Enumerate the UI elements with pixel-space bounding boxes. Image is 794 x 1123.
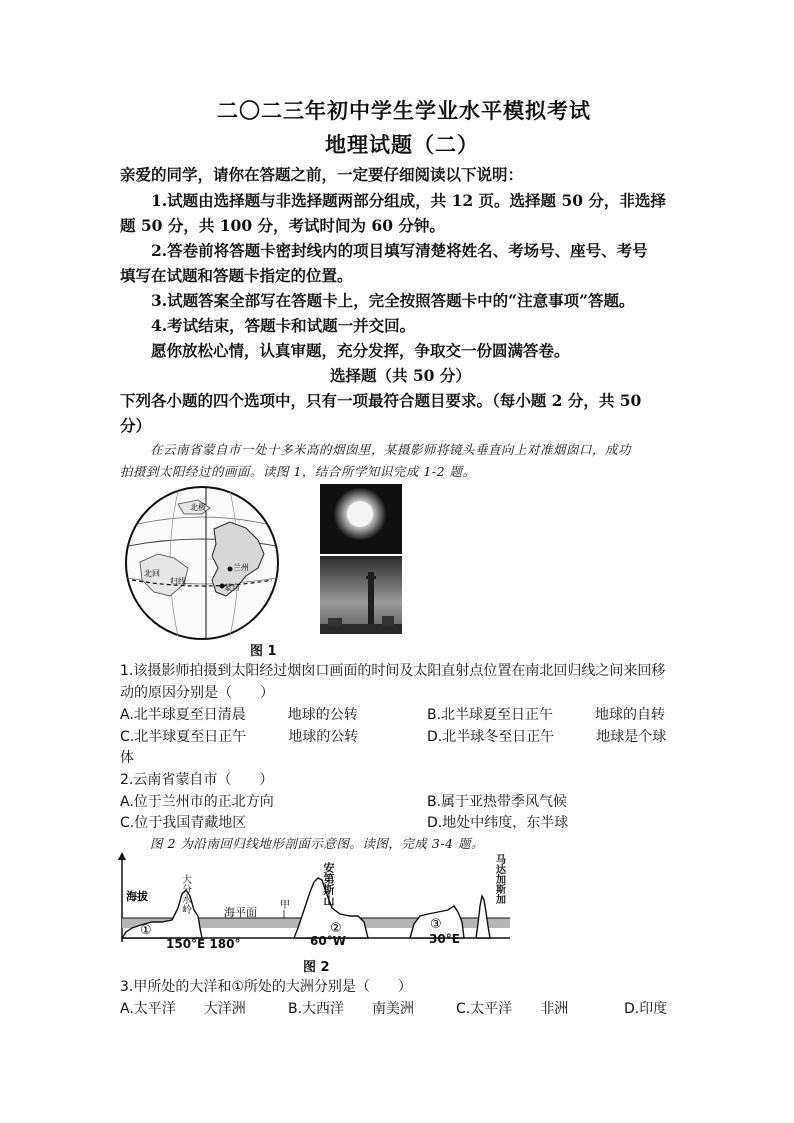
figure1-caption: 图 1	[250, 644, 277, 659]
q3-option-b[interactable]: B.大西洋 南美洲	[288, 1001, 415, 1017]
andes-label: 安第斯山	[322, 862, 335, 906]
intro-item2-line2: 填写在试题和答题卡指定的位置。	[120, 266, 353, 285]
passage2-line1: 图 2 为沿南回归线地形剖面示意图。读图，完成 3-4 题。	[150, 836, 484, 851]
globe-map	[118, 484, 298, 642]
q1-option-c[interactable]: C.北半球夏至日正午 地球的公转	[120, 729, 359, 745]
q1-option-b[interactable]: B.北半球夏至日正午 地球的自转	[427, 707, 666, 723]
q2-option-a[interactable]: A.位于兰州市的正北方向	[120, 794, 274, 810]
section-instructions-line2: 分）	[120, 416, 152, 435]
section-heading: 选择题（共 50 分）	[330, 366, 471, 385]
q1-option-a[interactable]: A.北半球夏至日清晨 地球的公转	[120, 707, 358, 723]
intro-item1-line1: 1.试题由选择题与非选择题两部分组成，共 12 页。选择题 50 分，非选择	[151, 191, 666, 210]
intro-item3: 3.试题答案全部写在答题卡上，完全按照答题卡中的“注意事项”答题。	[151, 291, 635, 310]
q2-option-d[interactable]: D.地处中纬度，东半球	[427, 815, 569, 831]
longitude-label-3: 30°E	[429, 932, 460, 946]
q1-option-d-continued: 体	[120, 750, 134, 766]
longitude-label-2: 60°W	[310, 934, 346, 948]
passage1-line2: 拍摄到太阳经过的画面。读图 1，结合所学知识完成 1-2 题。	[120, 464, 476, 479]
exam-title: 二〇二三年初中学生学业水平模拟考试	[217, 99, 591, 123]
label-mengzi: 蒙自	[224, 583, 240, 592]
label-beihui: 北回	[144, 569, 160, 578]
altitude-axis-label: 海拔	[126, 890, 148, 903]
figure2-caption: 图 2	[303, 960, 330, 975]
exam-subtitle: 地理试题（二）	[325, 133, 479, 157]
jia-label: 甲	[280, 900, 290, 911]
intro-item1-line2: 题 50 分，共 100 分，考试时间为 60 分钟。	[120, 216, 445, 235]
q2-option-c[interactable]: C.位于我国青藏地区	[120, 815, 247, 831]
region-2-marker: ②	[330, 921, 342, 936]
q3-option-d[interactable]: D.印度	[624, 1001, 668, 1017]
intro-greeting: 亲爱的同学，请你在答题之前，一定要仔细阅读以下说明：	[120, 165, 524, 184]
region-3-marker: ③	[430, 917, 442, 932]
q1-stem-line1: 1.该摄影师拍摄到太阳经过烟囱口画面的时间及太阳直射点位置在南北回归线之间来回移	[120, 663, 666, 679]
label-lanzhou: 兰州	[233, 563, 249, 572]
section-instructions-line1: 下列各小题的四个选项中，只有一项最符合题目要求。（每小题 2 分，共 50	[120, 391, 642, 410]
q1-stem-line2: 动的原因分别是（ ）	[120, 685, 274, 701]
q3-stem: 3.甲所处的大洋和①所处的大洲分别是（ ）	[120, 979, 412, 995]
q2-option-b[interactable]: B.属于亚热带季风气候	[427, 794, 568, 810]
intro-item4: 4.考试结束，答题卡和试题一并交回。	[151, 316, 416, 335]
q2-stem: 2.云南省蒙自市（ ）	[120, 772, 274, 788]
longitude-label-1: 150°E 180°	[166, 937, 241, 951]
passage1-line1: 在云南省蒙自市一处十多米高的烟囱里，某摄影师将镜头垂直向上对准烟囱口，成功	[150, 442, 632, 457]
q3-option-c[interactable]: C.太平洋 非洲	[456, 1001, 569, 1017]
madagascar-label: 马达加斯加	[496, 855, 506, 906]
great-dividing-range-label: 大分水岭	[182, 875, 192, 916]
chimney-photo	[320, 484, 402, 634]
sea-level-label: 海平面	[224, 906, 257, 919]
intro-wish: 愿你放松心情，认真审题，充分发挥，争取交一份圆满答卷。	[151, 341, 570, 360]
intro-item2-line1: 2.答卷前将答题卡密封线内的项目填写清楚将姓名、考场号、座号、考号	[151, 241, 648, 260]
region-1-marker: ①	[140, 923, 152, 938]
label-guixian: 归线	[170, 577, 186, 586]
q1-option-d[interactable]: D.北半球冬至日正午 地球是个球	[427, 729, 667, 745]
q3-option-a[interactable]: A.太平洋 大洋洲	[120, 1001, 246, 1017]
label-beiji: 北极	[190, 503, 206, 512]
